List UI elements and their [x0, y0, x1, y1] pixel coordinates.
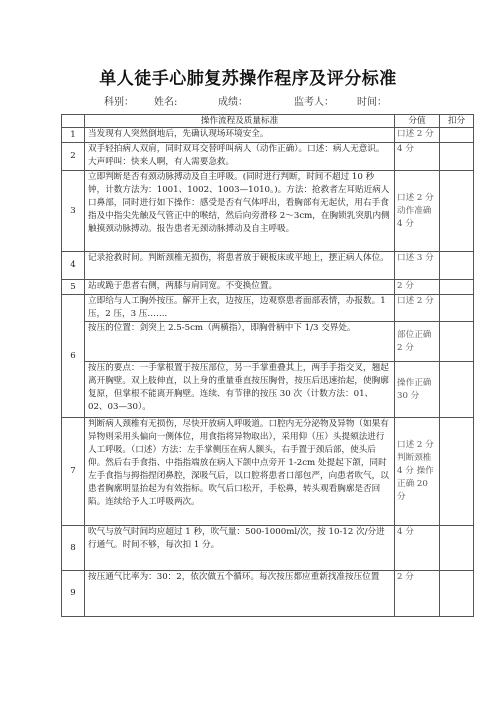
row-score: 4 分 — [395, 143, 440, 171]
subject-label: 科别： — [104, 97, 134, 108]
deduction-cell — [440, 322, 474, 362]
table-row — [62, 252, 474, 280]
row-content: 站或跪于患者右侧，两膝与肩同宽。不变换位置。 — [85, 280, 395, 295]
row-number: 8 — [62, 526, 85, 571]
row-score: 操作正确 30 分 — [395, 362, 440, 418]
deduction-cell — [440, 526, 474, 571]
row-number: 9 — [62, 571, 85, 617]
table-row — [62, 526, 474, 571]
time-label: 时间： — [357, 97, 387, 108]
name-label: 姓名: — [154, 97, 178, 108]
row-score: 4 分 — [395, 526, 440, 571]
row-number: 4 — [62, 252, 85, 280]
row-content: 记录抢救时间。判断颈椎无损伤，将患者放于硬板床或平地上，摆正病人体位。 — [85, 252, 395, 280]
deduction-cell — [440, 295, 474, 322]
table-row — [62, 128, 474, 143]
row-content: 双手轻拍病人双肩，同时双耳交替呼叫病人（动作正确）。口述：病人无意识。大声呼叫：快来人啊，有人需要急救。 — [85, 143, 395, 171]
scoring-table — [61, 114, 474, 617]
row-score: 口述 2 分 — [395, 128, 440, 143]
deduction-cell — [440, 571, 474, 617]
table-row — [62, 295, 474, 322]
row-content: 判断病人颈椎有无损伤，尽快开放病人呼吸道。口腔内无分泌物及异物（如果有异物则采用头偏向一侧体位，用食指将异物取出），采用仰（压）头提颏法进行人工呼吸。（口述）方法：左手掌侧压在病人额头，右手置于颈后部，使头后仰。然后右手食指、中指指端放在病人下颌中点旁开 1-2cm 处提起下颌，同时左手食指与拇指捏闭鼻腔，深吸气后，以口腔将患者口部包严，向患者吹气，以患者胸廓明显抬起为有效指标。吹气后口松开，手松鼻，转头观看胸廓是否回陷。连续给予人工呼吸两次。 — [85, 418, 395, 526]
row-score: 口述 2 分 判断颈椎 4 分 操作正确 20 分 — [395, 418, 440, 526]
header-deduction: 扣分 — [440, 115, 474, 128]
row-number: 3 — [62, 171, 85, 252]
table-row — [62, 362, 474, 418]
row-score: 口述 2 分 动作准确 4 分 — [395, 171, 440, 252]
header-score: 分值 — [395, 115, 440, 128]
deduction-cell — [440, 280, 474, 295]
table-row — [62, 280, 474, 295]
deduction-cell — [440, 171, 474, 252]
row-content: 按压的要点：一手掌根置于按压部位，另一手掌重叠其上，两手手指交叉，翘起离开胸壁。双上肢伸直，以上身的重量垂直按压胸骨，按压后迅速抬起，使胸廓复原，但掌根不能离开胸壁。连续、有节律的按压 30 次（计数方法：01、02、03—30）。 — [85, 362, 395, 418]
examiner-label: 监考人： — [294, 97, 334, 108]
row-score: 部位正确 2 分 — [395, 322, 440, 362]
deduction-cell — [440, 143, 474, 171]
row-content: 立即给与人工胸外按压。解开上衣，边按压，边观察患者面部表情，办报数。1 压，2 压，3 压……. — [85, 295, 395, 322]
page-title: 单人徒手心肺复苏操作程序及评分标准 — [99, 69, 397, 89]
row-content: 按压通气比率为：30：2，依次做五个循环。每次按压都应重新找准按压位置 — [85, 571, 395, 617]
table-row — [62, 143, 474, 171]
row-content: 当发现有人突然倒地后，先确认现场环境安全。 — [85, 128, 395, 143]
row-number: 2 — [62, 143, 85, 171]
deduction-cell — [440, 252, 474, 280]
deduction-cell — [440, 128, 474, 143]
row-number: 6 — [62, 295, 85, 418]
row-content: 立即判断是否有颈动脉搏动及自主呼吸。(同时进行判断，时间不超过 10 秒钟，计数方法为：1001、1002、1003—1010。)。方法：抢救者左耳贴近病人口鼻部，同时进行如下操作：感受是否有气体呼出，看胸部有无起伏，用右手食指及中指尖先触及气管正中的喉结，然后向旁滑移 2～3cm，在胸锁乳突肌内侧触摸颈动脉搏动。报告患者无颈动脉搏动及自主呼吸。 — [85, 171, 395, 252]
row-number: 1 — [62, 128, 85, 143]
table-row — [62, 171, 474, 252]
row-score: 口述 2 分 — [395, 295, 440, 322]
table-row — [62, 571, 474, 617]
row-number: 7 — [62, 418, 85, 526]
row-content: 吹气与放气时间均应超过 1 秒，吹气量：500-1000ml/次，按 10-12 次/分进行通气。时间不够，每次扣 1 分。 — [85, 526, 395, 571]
table-row — [62, 322, 474, 362]
row-score: 2 分 — [395, 280, 440, 295]
score-label: 成绩： — [218, 97, 248, 108]
row-content: 按压的位置：剑突上 2.5-5cm（两横指），即胸骨柄中下 1/3 交界处。 — [85, 322, 395, 362]
row-score: 口述 3 分 — [395, 252, 440, 280]
row-score: 2 分 — [395, 571, 440, 617]
deduction-cell — [440, 418, 474, 526]
table-header-row — [62, 115, 474, 128]
header-process: 操作流程及质量标准 — [85, 115, 395, 128]
deduction-cell — [440, 362, 474, 418]
row-number: 5 — [62, 280, 85, 295]
table-row — [62, 418, 474, 526]
